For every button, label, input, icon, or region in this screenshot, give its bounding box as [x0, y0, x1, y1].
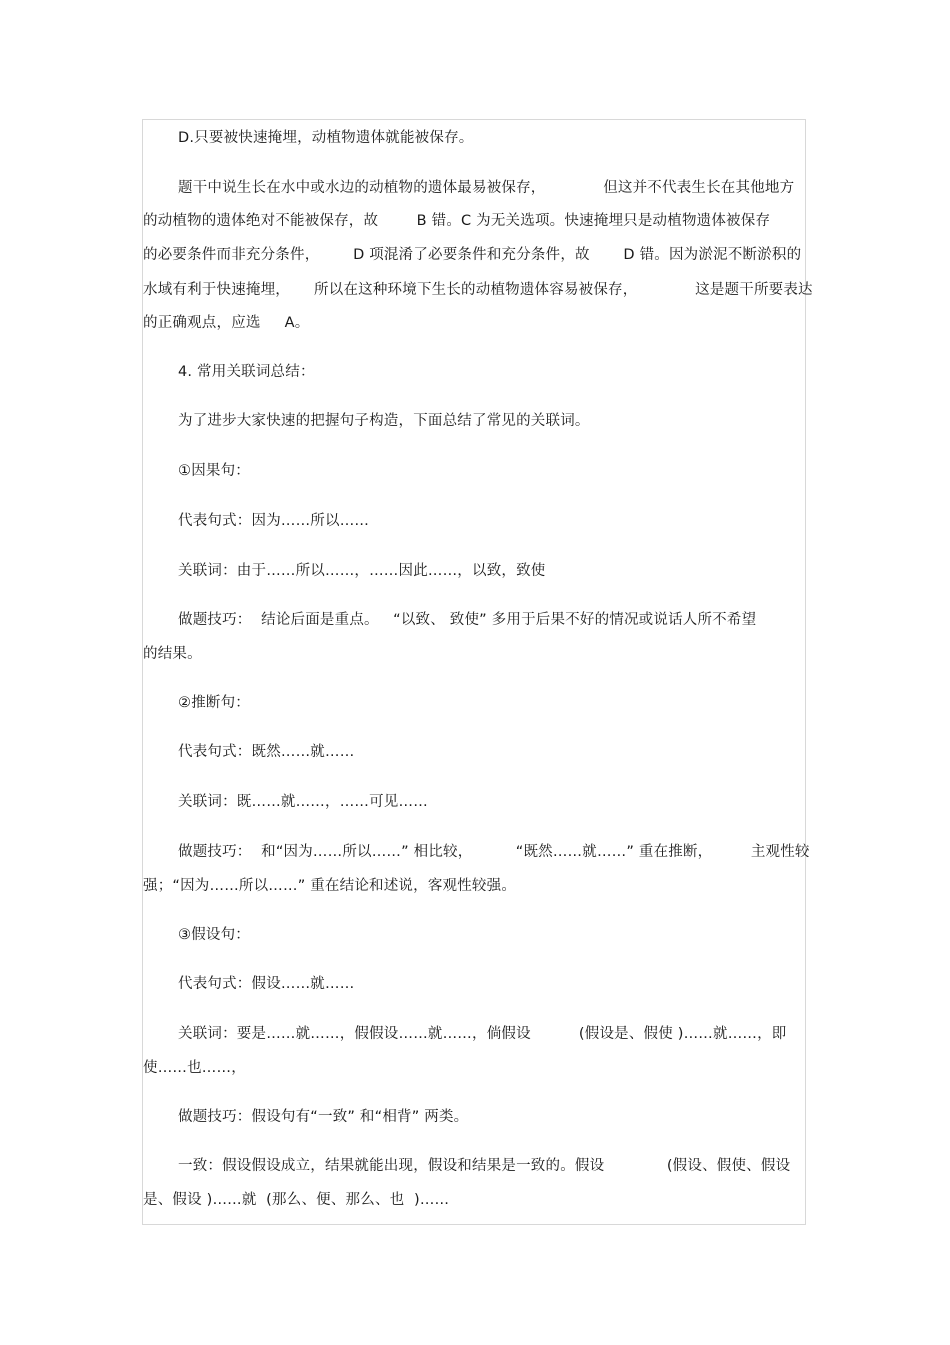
- inference-tip-line-1: 做题技巧： 和“因为……所以……” 相比较， “既然……就……” 重在推断， 主观性较: [178, 844, 810, 860]
- hypothesis-heading: ③假设句：: [178, 927, 250, 943]
- analysis-line-4: 水域有利于快速掩埋， 所以在这种环境下生长的动植物遗体容易被保存， 这是题干所要表达: [143, 282, 813, 298]
- hypothesis-pattern: 代表句式：假设……就……: [178, 976, 355, 992]
- causal-pattern: 代表句式：因为……所以……: [178, 513, 370, 529]
- causal-connectives: 关联词：由于……所以……，……因此……，以致，致使: [178, 563, 546, 579]
- section-heading: 4. 常用关联词总结：: [178, 364, 315, 380]
- analysis-line-3: 的必要条件而非充分条件， D 项混淆了必要条件和充分条件，故 D 错。因为淤泥不断淤积的: [143, 247, 802, 263]
- hypothesis-connectives-line-2: 使……也……，: [143, 1060, 246, 1076]
- hypothesis-connectives-line-1: 关联词：要是……就……，假假设……就……，倘假设 (假设是、假使 )……就……，即: [178, 1026, 787, 1042]
- consistent-line-1: 一致：假设假设成立，结果就能出现，假设和结果是一致的。假设 (假设、假使、假设: [178, 1158, 791, 1174]
- analysis-line-5: 的正确观点，应选 A。: [143, 315, 310, 331]
- causal-tip-line-1: 做题技巧： 结论后面是重点。 “以致、 致使” 多用于后果不好的情况或说话人所不希望: [178, 612, 757, 628]
- inference-connectives: 关联词：既……就……，……可见……: [178, 794, 428, 810]
- inference-pattern: 代表句式：既然……就……: [178, 744, 355, 760]
- inference-tip-line-2: 强；“因为……所以……” 重在结论和述说，客观性较强。: [143, 878, 517, 894]
- inference-heading: ②推断句：: [178, 695, 250, 711]
- analysis-line-2: 的动植物的遗体绝对不能被保存，故 B 错。C 为无关选项。快速掩埋只是动植物遗体被保存: [143, 213, 771, 229]
- section-intro: 为了进步大家快速的把握句子构造，下面总结了常见的关联词。: [178, 413, 590, 429]
- causal-tip-line-2: 的结果。: [143, 646, 202, 662]
- hypothesis-tip: 做题技巧：假设句有“一致” 和“相背” 两类。: [178, 1109, 469, 1125]
- analysis-line-1: 题干中说生长在水中或水边的动植物的遗体最易被保存， 但这并不代表生长在其他地方: [178, 180, 795, 196]
- consistent-line-2: 是、假设 )……就 (那么、便、那么、也 )……: [143, 1192, 450, 1208]
- option-d-line: D.只要被快速掩埋，动植物遗体就能被保存。: [178, 130, 474, 146]
- causal-heading: ①因果句：: [178, 463, 250, 479]
